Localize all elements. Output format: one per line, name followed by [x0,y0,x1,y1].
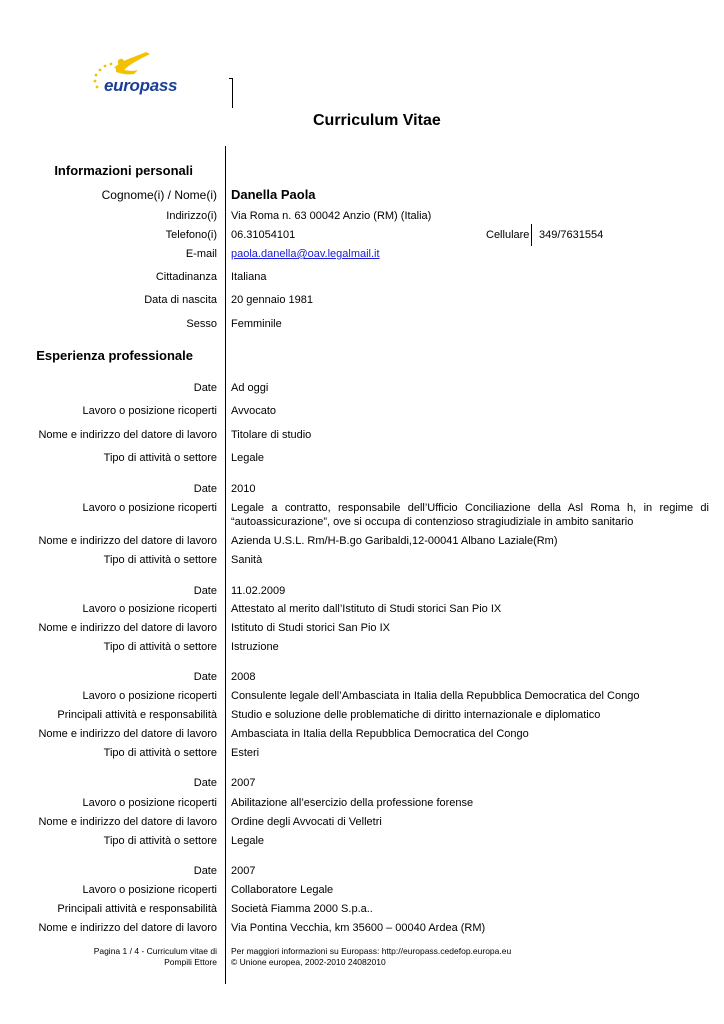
address-label: Indirizzo(i) [166,210,217,222]
exp-value: Ordine degli Avvocati di Velletri [231,816,382,828]
mobile-label: Cellulare [486,229,530,241]
exp-value: Via Pontina Vecchia, km 35600 – 00040 Ardea (RM) [231,922,486,934]
exp-label: Date [193,671,217,683]
exp-value: Titolare di studio [231,429,312,441]
exp-label: Tipo di attività o settore [103,835,217,847]
europass-wordmark [104,76,177,96]
exp-label: Lavoro o posizione ricoperti [82,405,217,417]
sex-value: Femminile [231,318,282,330]
exp-value: 2008 [231,671,256,683]
email-label: E-mail [185,248,217,260]
exp-label: Date [193,382,217,394]
exp-label: Tipo di attività o settore [103,641,217,653]
birth-value: 20 gennaio 1981 [231,294,313,306]
exp-value: 11.02.2009 [231,585,286,597]
exp-label: Nome e indirizzo del datore di lavoro [38,728,217,740]
exp-value: Ad oggi [231,382,269,394]
citizenship-label: Cittadinanza [155,271,217,283]
address-value: Via Roma n. 63 00042 Anzio (RM) (Italia) [231,210,432,222]
exp-label: Tipo di attività o settore [103,452,217,464]
exp-value: Esteri [231,747,260,759]
exp-label: Lavoro o posizione ricoperti [82,884,217,896]
exp-label: Principali attività e responsabilità [57,903,217,915]
exp-value: Sanità [231,554,263,566]
sex-label: Sesso [186,318,217,330]
footer-page-line: Pagina 1 / 4 - Curriculum vitae di [93,946,217,956]
page-title: Curriculum Vitae [313,112,441,129]
exp-value: 2007 [231,865,256,877]
exp-value: Avvocato [231,405,277,417]
birth-label: Data di nascita [144,294,217,306]
email-link[interactable]: paola.danella@oav.legalmail.it [231,248,380,260]
exp-value: Consulente legale dell’Ambasciata in Italia della Repubblica Democratica del Congo [231,690,640,702]
exp-value: Legale [231,452,265,464]
exp-label: Nome e indirizzo del datore di lavoro [38,816,217,828]
exp-value: 2010 [231,483,256,495]
citizenship-value: Italiana [231,271,267,283]
name-label: Cognome(i) / Nome(i) [101,188,217,202]
column-divider [225,146,226,984]
exp-value: 2007 [231,777,256,789]
header-divider-tick [229,78,233,79]
exp-label: Lavoro o posizione ricoperti [82,603,217,615]
exp-value: Studio e soluzione delle problematiche di diritto internazionale e diplomatico [231,709,601,721]
exp-label: Date [193,483,217,495]
exp-value: Istituto di Studi storici San Pio IX [231,622,390,634]
exp-label: Tipo di attività o settore [103,747,217,759]
exp-label: Date [193,865,217,877]
exp-value: Attestato al merito dall’Istituto di Studi storici San Pio IX [231,603,502,615]
phone-value: 06.31054101 [231,229,296,241]
exp-value: Ambasciata in Italia della Repubblica Democratica del Congo [231,728,529,740]
mobile-value: 349/7631554 [539,229,604,241]
exp-label: Nome e indirizzo del datore di lavoro [38,922,217,934]
exp-value: Istruzione [231,641,279,653]
mobile-divider [531,224,532,246]
exp-value: Legale a contratto, responsabile dell’Ufficio Conciliazione della Asl Roma h, in regime di “autoassicurazione”, ove si occupa di contenzioso stragiudiziale in ambito sanitario [231,502,709,528]
brand-euro: euro [104,76,140,95]
footer-copyright-line: © Unione europea, 2002-2010 24082010 [231,957,386,967]
section-heading-personal: Informazioni personali [54,163,193,178]
exp-label: Date [193,585,217,597]
footer-owner-line: Pompili Ettore [164,957,217,967]
footer-info-line: Per maggiori informazioni su Europass: http://europass.cedefop.europa.eu [231,946,512,956]
exp-label: Principali attività e responsabilità [57,709,217,721]
footer-europass-info [231,946,511,968]
exp-value: Azienda U.S.L. Rm/H-B.go Garibaldi,12-00041 Albano Laziale(Rm) [231,535,558,547]
exp-label: Lavoro o posizione ricoperti [82,502,217,514]
exp-value: Società Fiamma 2000 S.p.a.. [231,903,373,915]
name-value: Danella Paola [231,187,316,202]
exp-label: Date [193,777,217,789]
exp-label: Tipo di attività o settore [103,554,217,566]
exp-label: Nome e indirizzo del datore di lavoro [38,535,217,547]
phone-label: Telefono(i) [165,229,217,241]
brand-pass: pass [139,76,178,95]
exp-label: Lavoro o posizione ricoperti [82,797,217,809]
exp-label: Nome e indirizzo del datore di lavoro [38,429,217,441]
header-divider [232,78,233,108]
exp-value: Abilitazione all’esercizio della professione forense [231,797,474,809]
exp-value: Collaboratore Legale [231,884,334,896]
exp-value: Legale [231,835,265,847]
footer-page-info [37,946,217,968]
exp-label: Nome e indirizzo del datore di lavoro [38,622,217,634]
exp-label: Lavoro o posizione ricoperti [82,690,217,702]
section-heading-experience: Esperienza professionale [36,348,193,363]
